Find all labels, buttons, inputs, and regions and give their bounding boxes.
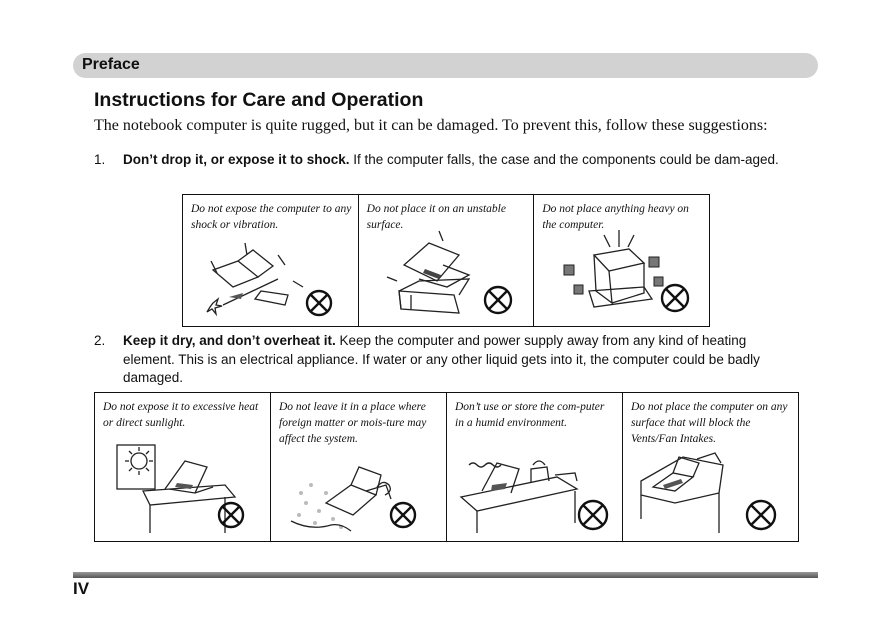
list-item-lead: Keep it dry, and don’t overheat it. [123,333,336,348]
list-item-number: 2. [94,333,106,348]
panel-caption: Do not expose it to excessive heat or direct sunlight. [103,401,259,429]
footer-rule [73,572,818,578]
intro-paragraph: The notebook computer is quite rugged, but it can be damaged. To prevent this, follow these suggestions: [94,117,768,134]
illustration-panel [623,393,798,541]
prohibited-icon [660,283,690,313]
illustration-panel [534,195,709,326]
illustration-panels-2 [94,392,799,542]
panel-caption: Do not place it on an unstable surface. [366,203,506,231]
panel-caption: Do not expose the computer to any shock or vibration. [191,203,352,231]
list-item-number: 1. [94,152,106,167]
section-title: Instructions for Care and Operation [94,89,424,111]
foreign-matter-illustration [271,393,446,541]
prohibited-icon [217,501,245,529]
illustration-panel [95,393,271,541]
prohibited-icon [305,289,333,317]
panel-caption: Do not place anything heavy on the computer. [542,203,689,231]
list-item-text [123,151,799,170]
panel-caption: Do not place the computer on any surface that will block the Vents/Fan Intakes. [631,401,788,445]
prohibited-icon [483,285,513,315]
panel-caption: Don’t use or store the com-puter in a humid environment. [455,401,605,429]
header-bar [73,53,818,78]
illustration-panel [183,195,359,326]
page-number: IV [73,579,90,598]
illustration-panel [359,195,535,326]
list-item-lead: Don’t drop it, or expose it to shock. [123,152,350,167]
illustration-panel [271,393,447,541]
illustration-panel [447,393,623,541]
prohibited-icon [577,499,609,531]
illustration-panels-1 [182,194,710,327]
panel-caption: Do not leave it in a place where foreign matter or mois-ture may affect the system. [279,401,427,445]
prohibited-icon [389,501,417,529]
header-label: Preface [82,56,140,73]
list-item-body: If the computer falls, the case and the components could be dam-aged. [349,152,779,167]
list-item-text [123,332,799,388]
list-item-body: Keep the computer and power supply away from any kind of heating element. This is an electrical appliance. If water or any other liquid gets into it, the computer could be badly damaged. [123,333,760,385]
prohibited-icon [745,499,777,531]
